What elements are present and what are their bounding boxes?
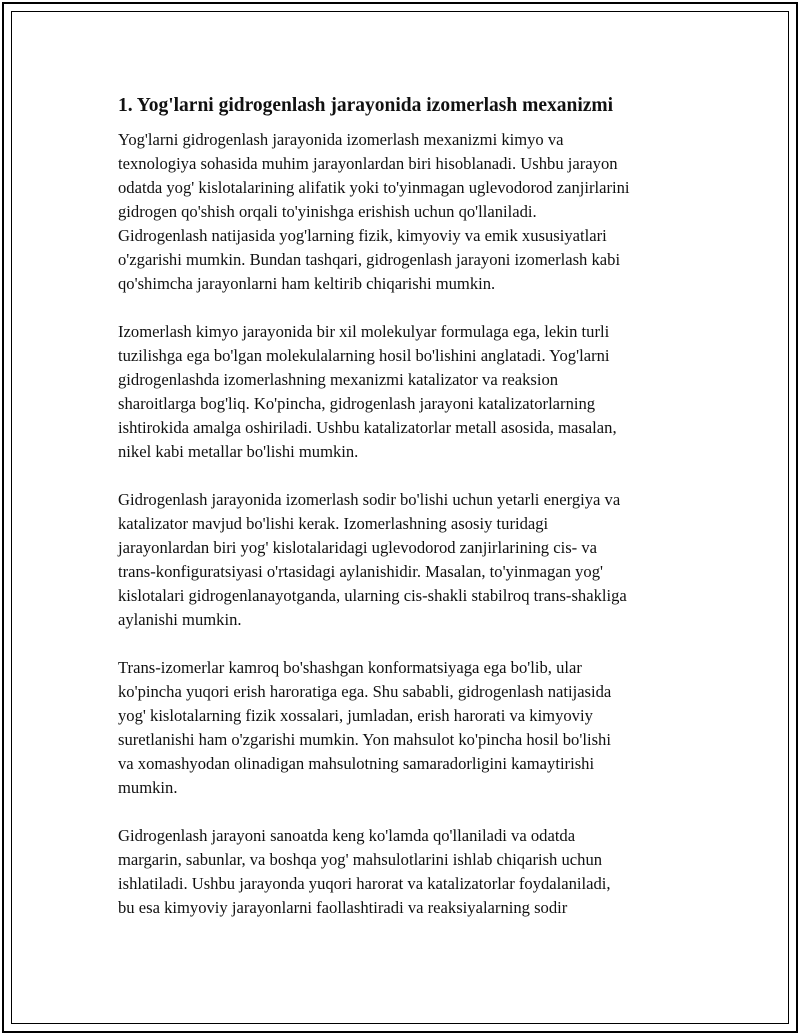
text-line: tuzilishga ega bo'lgan molekulalarning hosil bo'lishini anglatadi. Yog'larni (118, 346, 610, 365)
text-line: Gidrogenlash natijasida yog'larning fizik, kimyoviy va emik xususiyatlari (118, 226, 607, 245)
paragraph-1 (118, 128, 690, 296)
text-line: mumkin. (118, 778, 178, 797)
text-line: margarin, sabunlar, va boshqa yog' mahsulotlarini ishlab chiqarish uchun (118, 850, 603, 869)
paragraph-4 (118, 656, 690, 800)
text-line: o'zgarishi mumkin. Bundan tashqari, gidrogenlash jarayoni izomerlash kabi (118, 250, 621, 269)
text-line: sharoitlarga bog'liq. Ko'pincha, gidrogenlash jarayoni katalizatorlarning (118, 394, 596, 413)
paragraph-5 (118, 824, 690, 920)
text-line: gidrogen qo'shish orqali to'yinishga erishish uchun qo'llaniladi. (118, 202, 537, 221)
text-line: ishlatiladi. Ushbu jarayonda yuqori harorat va katalizatorlar foydalaniladi, (118, 874, 611, 893)
text-line: bu esa kimyoviy jarayonlarni faollashtiradi va reaksiyalarning sodir (118, 898, 568, 917)
text-line: qo'shimcha jarayonlarni ham keltirib chiqarishi mumkin. (118, 274, 496, 293)
text-line: ishtirokida amalga oshiriladi. Ushbu katalizatorlar metall asosida, masalan, (118, 418, 617, 437)
text-line: gidrogenlashda izomerlashning mexanizmi katalizator va reaksion (118, 370, 559, 389)
text-line: nikel kabi metallar bo'lishi mumkin. (118, 442, 359, 461)
text-line: aylanishi mumkin. (118, 610, 242, 629)
section-heading: 1. Yog'larni gidrogenlash jarayonida izomerlash mexanizmi (118, 95, 614, 116)
text-line: jarayonlardan biri yog' kislotalaridagi uglevodorod zanjirlarining cis- va (118, 538, 597, 557)
text-line: trans-konfiguratsiyasi o'rtasidagi aylanishidir. Masalan, to'yinmagan yog' (118, 562, 604, 581)
text-line: Gidrogenlash jarayoni sanoatda keng ko'lamda qo'llaniladi va odatda (118, 826, 576, 845)
text-line: odatda yog' kislotalarining alifatik yoki to'yinmagan uglevodorod zanjirlarini (118, 178, 630, 197)
text-line: yog' kislotalarning fizik xossalari, jumladan, erish harorati va kimyoviy (118, 706, 593, 725)
text-line: Yog'larni gidrogenlash jarayonida izomerlash mexanizmi kimyo va (118, 130, 564, 149)
paragraph-2 (118, 320, 690, 464)
paragraph-3 (118, 488, 690, 632)
text-line: katalizator mavjud bo'lishi kerak. Izomerlashning asosiy turidagi (118, 514, 549, 533)
text-line: ko'pincha yuqori erish haroratiga ega. Shu sababli, gidrogenlash natijasida (118, 682, 612, 701)
text-line: va xomashyodan olinadigan mahsulotning samaradorligini kamaytirishi (118, 754, 595, 773)
text-line: Izomerlash kimyo jarayonida bir xil molekulyar formulaga ega, lekin turli (118, 322, 610, 341)
text-line: suretlanishi ham o'zgarishi mumkin. Yon mahsulot ko'pincha hosil bo'lishi (118, 730, 611, 749)
document-body (118, 93, 690, 944)
text-line: texnologiya sohasida muhim jarayonlardan biri hisoblanadi. Ushbu jarayon (118, 154, 618, 173)
text-line: Gidrogenlash jarayonida izomerlash sodir bo'lishi uchun yetarli energiya va (118, 490, 621, 509)
text-line: Trans-izomerlar kamroq bo'shashgan konformatsiyaga ega bo'lib, ular (118, 658, 582, 677)
text-line: kislotalari gidrogenlanayotganda, ularning cis-shakli stabilroq trans-shakliga (118, 586, 627, 605)
